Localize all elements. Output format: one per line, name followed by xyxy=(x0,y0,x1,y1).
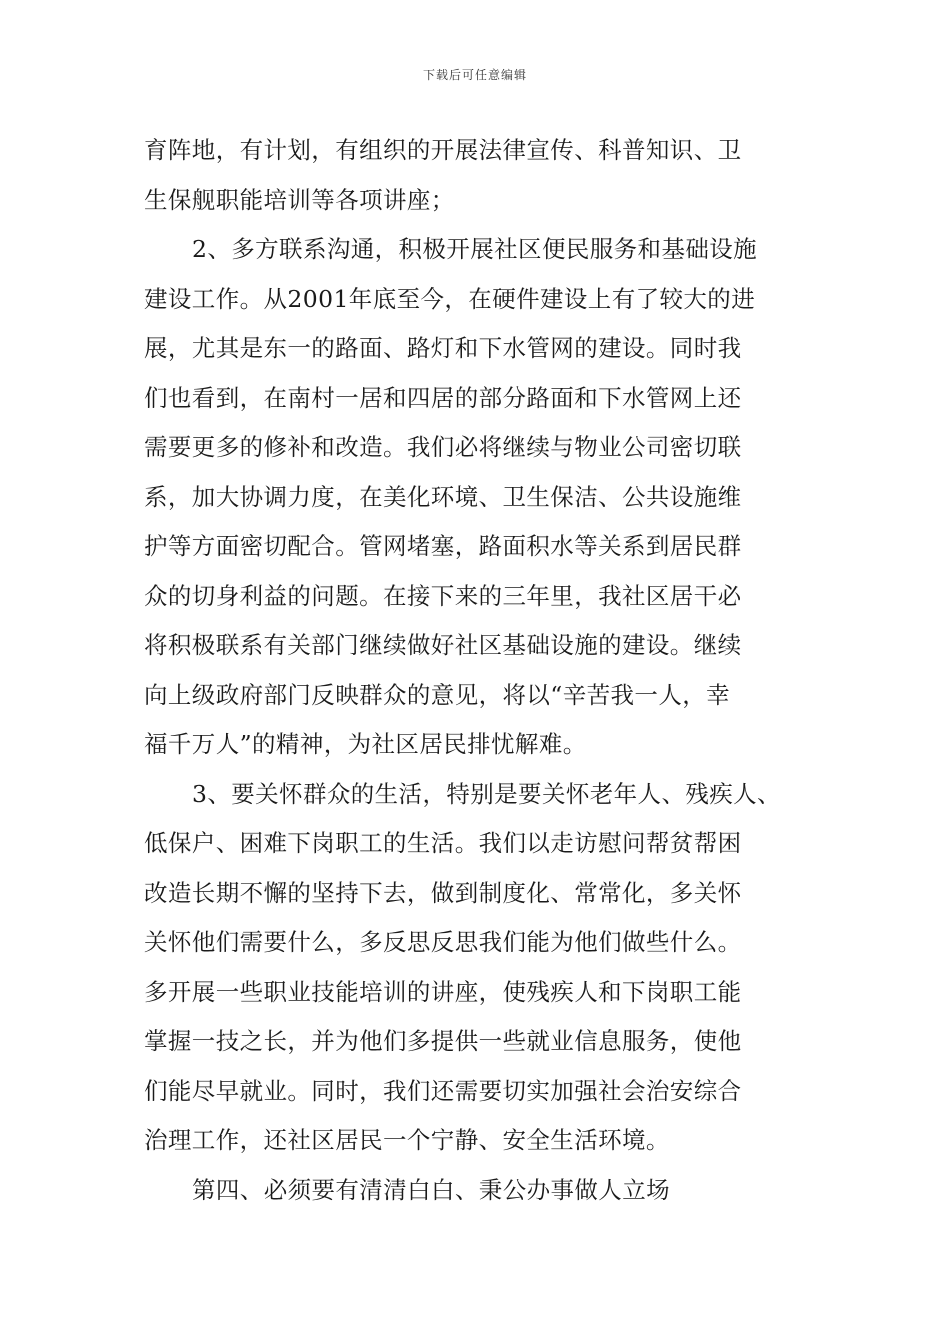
text-line: 改造长期不懈的坚持下去，做到制度化、常常化，多关怀 xyxy=(144,878,742,907)
text-line: 系，加大协调力度，在美化环境、卫生保洁、公共设施维 xyxy=(144,482,742,511)
text-line: 治理工作，还社区居民一个宁静、安全生活环境。 xyxy=(144,1126,670,1154)
text-line: 福千万人”的精神，为社区居民排忧解难。 xyxy=(144,730,587,758)
text-line: 们能尽早就业。同时，我们还需要切实加强社会治安综合 xyxy=(144,1076,742,1105)
text-line: 众的切身利益的问题。在接下来的三年里，我社区居干必 xyxy=(144,581,742,610)
text-line: 将积极联系有关部门继续做好社区基础设施的建设。继续 xyxy=(144,631,742,659)
text-line: 关怀他们需要什么，多反思反思我们能为他们做些什么。 xyxy=(144,928,742,956)
text-line: 掌握一技之长，并为他们多提供一些就业信息服务，使他 xyxy=(144,1027,742,1055)
text-line: 育阵地，有计划，有组织的开展法律宣传、科普知识、卫 xyxy=(144,136,742,164)
page-header: 下载后可任意编辑 xyxy=(422,68,527,82)
text-line: 3、要关怀群众的生活，特别是要关怀老年人、残疾人、 xyxy=(192,779,781,808)
text-line: 展，尤其是东一的路面、路灯和下水管网的建设。同时我 xyxy=(144,334,742,362)
document-body xyxy=(144,126,810,1215)
text-line: 护等方面密切配合。管网堵塞，路面积水等关系到居民群 xyxy=(144,532,742,560)
text-line: 向上级政府部门反映群众的意见，将以“辛苦我一人，幸 xyxy=(144,680,731,709)
text-line: 生保舰职能培训等各项讲座； xyxy=(144,185,455,214)
text-line: 们也看到，在南村一居和四居的部分路面和下水管网上还 xyxy=(144,383,742,412)
text-line: 需要更多的修补和改造。我们必将继续与物业公司密切联 xyxy=(144,433,742,461)
text-line: 2、多方联系沟通，积极开展社区便民服务和基础设施 xyxy=(192,235,758,263)
text-line: 建设工作。从2001年底至今，在硬件建设上有了较大的进 xyxy=(144,284,756,313)
text-line: 低保户、困难下岗职工的生活。我们以走访慰问帮贫帮困 xyxy=(144,829,742,857)
text-line: 多开展一些职业技能培训的讲座，使残疾人和下岗职工能 xyxy=(144,977,742,1006)
text-line: 第四、必须要有清清白白、秉公办事做人立场 xyxy=(192,1175,670,1204)
